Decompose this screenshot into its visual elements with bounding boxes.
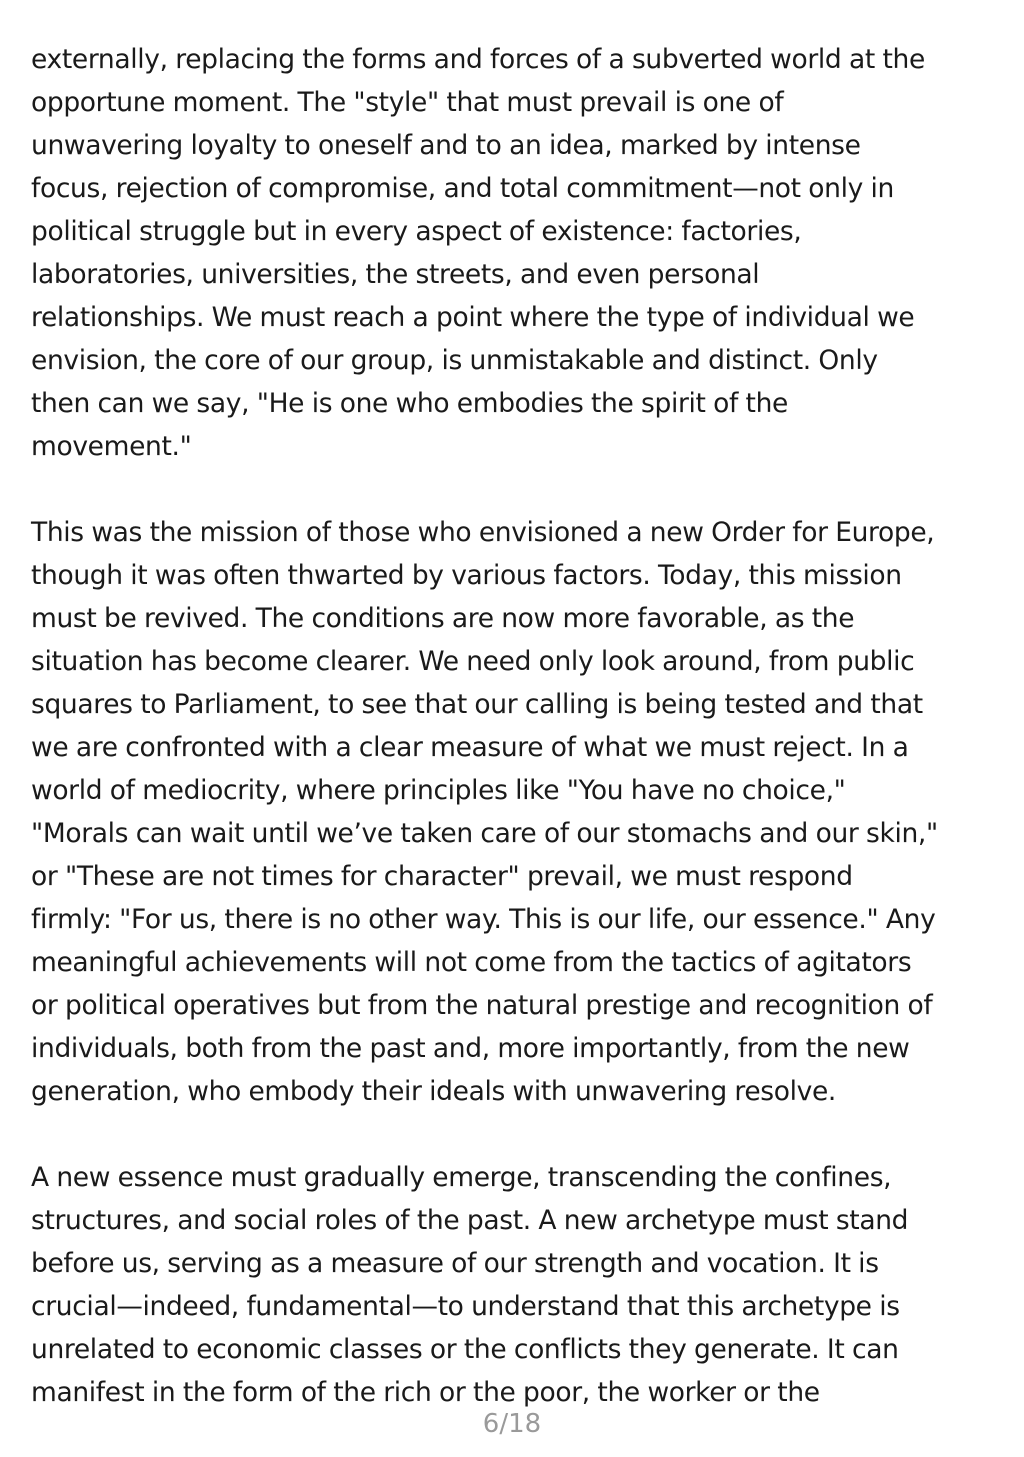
text-line: political struggle but in every aspect of existence: factories, bbox=[31, 216, 802, 247]
text-line: relationships. We must reach a point where the type of individual we bbox=[31, 302, 915, 333]
text-line: or "These are not times for character" prevail, we must respond bbox=[31, 861, 853, 892]
page-indicator: 6/18 bbox=[482, 1409, 542, 1439]
text-line: we are confronted with a clear measure of what we must reject. In a bbox=[31, 732, 909, 763]
reader-page[interactable] bbox=[31, 38, 997, 1457]
paragraph-2 bbox=[31, 511, 997, 1113]
text-line: focus, rejection of compromise, and total commitment—not only in bbox=[31, 173, 894, 204]
text-line: opportune moment. The "style" that must prevail is one of bbox=[31, 87, 784, 118]
text-line: generation, who embody their ideals with unwavering resolve. bbox=[31, 1076, 836, 1107]
text-line: unrelated to economic classes or the conflicts they generate. It can bbox=[31, 1334, 899, 1365]
text-line: meaningful achievements will not come from the tactics of agitators bbox=[31, 947, 912, 978]
text-line: crucial—indeed, fundamental—to understand that this archetype is bbox=[31, 1291, 900, 1322]
text-line: though it was often thwarted by various factors. Today, this mission bbox=[31, 560, 902, 591]
text-line: envision, the core of our group, is unmistakable and distinct. Only bbox=[31, 345, 878, 376]
text-line: manifest in the form of the rich or the poor, the worker or the bbox=[31, 1377, 820, 1408]
text-line: movement." bbox=[31, 431, 192, 462]
text-line: A new essence must gradually emerge, transcending the confines, bbox=[31, 1162, 892, 1193]
text-line: must be revived. The conditions are now more favorable, as the bbox=[31, 603, 855, 634]
paragraph-1 bbox=[31, 38, 997, 468]
text-line: firmly: "For us, there is no other way. This is our life, our essence." Any bbox=[31, 904, 936, 935]
text-line: squares to Parliament, to see that our calling is being tested and that bbox=[31, 689, 923, 720]
text-line: This was the mission of those who envisioned a new Order for Europe, bbox=[31, 517, 935, 548]
text-line: or political operatives but from the natural prestige and recognition of bbox=[31, 990, 933, 1021]
text-line: "Morals can wait until we’ve taken care of our stomachs and our skin," bbox=[31, 818, 938, 849]
text-line: structures, and social roles of the past. A new archetype must stand bbox=[31, 1205, 909, 1236]
text-line: externally, replacing the forms and forces of a subverted world at the bbox=[31, 44, 925, 75]
paragraph-3 bbox=[31, 1156, 997, 1414]
text-line: situation has become clearer. We need only look around, from public bbox=[31, 646, 915, 677]
text-line: laboratories, universities, the streets, and even personal bbox=[31, 259, 760, 290]
text-line: unwavering loyalty to oneself and to an idea, marked by intense bbox=[31, 130, 861, 161]
text-line: world of mediocrity, where principles like "You have no choice," bbox=[31, 775, 846, 806]
text-line: then can we say, "He is one who embodies the spirit of the bbox=[31, 388, 788, 419]
text-line: individuals, both from the past and, more importantly, from the new bbox=[31, 1033, 910, 1064]
text-line: before us, serving as a measure of our strength and vocation. It is bbox=[31, 1248, 879, 1279]
